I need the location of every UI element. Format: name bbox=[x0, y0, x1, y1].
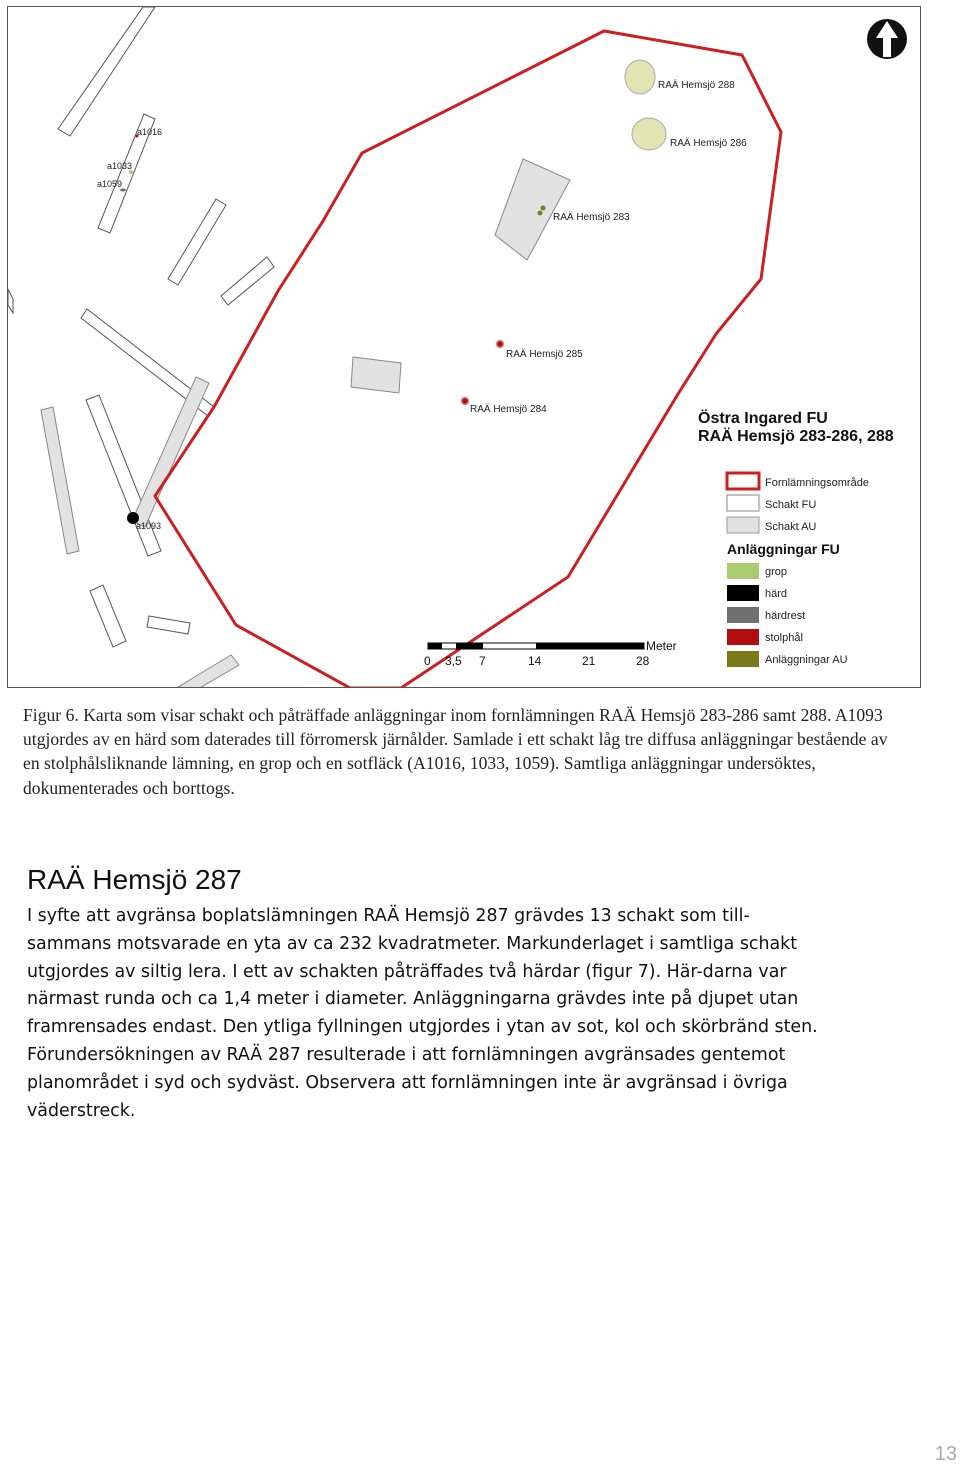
feature-a1059-label: a1059 bbox=[97, 179, 123, 189]
trench-fu bbox=[147, 616, 190, 634]
scalebar-tick: 14 bbox=[528, 654, 542, 668]
trench-au bbox=[41, 407, 79, 554]
schakt-au-group bbox=[41, 159, 570, 688]
legend-label-hard: härd bbox=[765, 588, 788, 600]
trench-fu bbox=[86, 395, 161, 556]
trench-fu bbox=[58, 7, 155, 136]
legend-swatch-hardrest bbox=[727, 607, 759, 623]
trench-au bbox=[351, 357, 401, 393]
feature-a1033-label: a1033 bbox=[107, 161, 133, 171]
scalebar-tick: 21 bbox=[582, 654, 596, 668]
map-canvas bbox=[8, 7, 921, 688]
figure-caption: Figur 6. Karta som visar schakt och påträffade anläggningar inom fornlämningen RAÄ Hemsjö 283-286 samt 288. A1093 utgjordes av en härd som daterades till förromersk järnålder. Samlade i ett schakt låg tre diffusa anläggningar bestående av en stolphålsliknande lämning, en grop och en sotfläck (A1016, 1033, 1059). Samtliga anläggningar undersöktes, dokumenterades och borttogs. bbox=[23, 705, 888, 798]
trench-fu bbox=[168, 199, 226, 285]
site-283-label: RAÄ Hemsjö 283 bbox=[553, 212, 630, 223]
site-286-label: RAÄ Hemsjö 286 bbox=[670, 138, 747, 149]
legend-swatch-schakt-au bbox=[727, 517, 759, 533]
scalebar-tick: 3,5 bbox=[445, 654, 462, 668]
site-284-marker bbox=[462, 398, 469, 405]
legend-swatch-boundary bbox=[727, 473, 759, 489]
site-285-marker bbox=[497, 341, 504, 348]
schakt-fu-group bbox=[8, 7, 274, 647]
legend-label-anlaggningar-au: Anläggningar AU bbox=[765, 654, 848, 666]
legend-label-stolphal: stolphål bbox=[765, 632, 803, 644]
trench-fu bbox=[8, 289, 13, 313]
site-286-area bbox=[632, 118, 666, 150]
fornlamning-boundary bbox=[155, 31, 781, 688]
site-283-marker-1 bbox=[541, 206, 546, 211]
feature-a1016-label: a1016 bbox=[137, 127, 163, 137]
site-284-label: RAÄ Hemsjö 284 bbox=[470, 404, 547, 415]
section-paragraph: I syfte att avgränsa boplatslämningen RAÄ Hemsjö 287 grävdes 13 schakt som till-sammans motsvarade en yta av ca 232 kvadratmeter. Markunderlaget i samtliga schakt utgjordes av siltig lera. I ett av schakten påträffades två härdar (figur 7). Här-darna var närmast runda och ca 1,4 meter i diameter. Anläggningarna grävdes inte på djupet utan framrensades endast. Den ytliga fyllningen utgjordes i ytan av sot, kol och skörbränd sten. Förundersökningen av RAÄ 287 resulterade i att fornlämningen avgränsades gentemot planområdet i syd och sydväst. Observera att fornlämningen inte är avgränsad i övriga väderstreck. bbox=[27, 906, 818, 1121]
trench-au bbox=[495, 159, 570, 260]
trench-au bbox=[132, 377, 209, 527]
site-map bbox=[7, 6, 921, 688]
map-legend bbox=[727, 473, 869, 667]
legend-swatch-schakt-fu bbox=[727, 495, 759, 511]
north-arrow-icon bbox=[867, 19, 907, 59]
site-285-label: RAÄ Hemsjö 285 bbox=[506, 349, 583, 360]
site-283-marker-2 bbox=[538, 211, 543, 216]
trench-au bbox=[178, 655, 239, 688]
section-heading: RAÄ Hemsjö 287 bbox=[27, 864, 242, 895]
trench-fu bbox=[90, 585, 126, 647]
scalebar bbox=[424, 639, 677, 668]
legend-swatch-grop bbox=[727, 563, 759, 579]
scalebar-tick: 7 bbox=[479, 654, 486, 668]
scalebar-tick: 28 bbox=[636, 654, 650, 668]
legend-label-boundary: Fornlämningsområde bbox=[765, 477, 869, 489]
legend-label-schakt-au: Schakt AU bbox=[765, 521, 817, 533]
site-288-label: RAÄ Hemsjö 288 bbox=[658, 80, 735, 91]
map-title-line2: RAÄ Hemsjö 283-286, 288 bbox=[698, 428, 894, 445]
feature-a1093-label: a1093 bbox=[136, 521, 162, 531]
legend-swatch-hard bbox=[727, 585, 759, 601]
map-title-line1: Östra Ingared FU bbox=[698, 410, 828, 427]
legend-swatch-anlaggningar-au bbox=[727, 651, 759, 667]
trench-fu bbox=[221, 257, 274, 305]
legend-heading-anlaggningar: Anläggningar FU bbox=[727, 541, 840, 557]
scalebar-unit: Meter bbox=[646, 639, 677, 653]
site-288-area bbox=[625, 60, 655, 94]
scalebar-tick: 0 bbox=[424, 654, 431, 668]
legend-label-schakt-fu: Schakt FU bbox=[765, 499, 817, 511]
legend-label-hardrest: härdrest bbox=[765, 610, 806, 622]
legend-swatch-stolphal bbox=[727, 629, 759, 645]
page-number: 13 bbox=[934, 1443, 957, 1465]
legend-label-grop: grop bbox=[765, 566, 788, 578]
